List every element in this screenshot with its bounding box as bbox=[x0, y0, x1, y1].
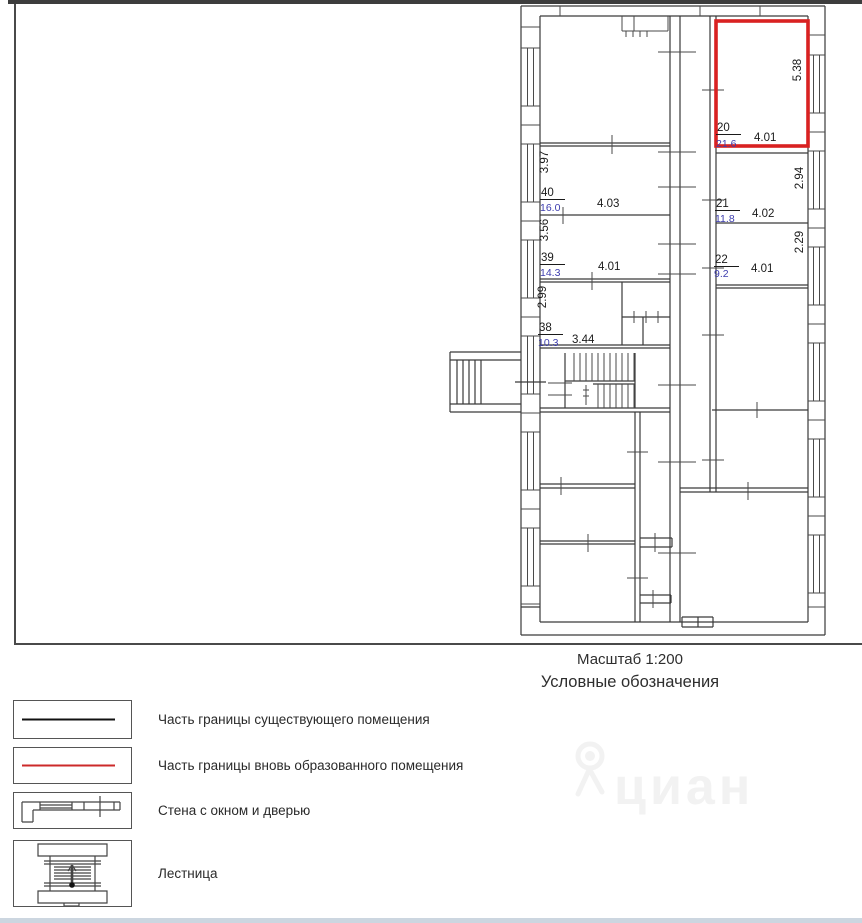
interior-walls bbox=[540, 16, 808, 627]
svg-text:5.38: 5.38 bbox=[792, 58, 804, 82]
svg-text:39: 39 bbox=[541, 252, 554, 264]
legend-symbol-box bbox=[13, 747, 132, 784]
scale-label: Масштаб 1:200 bbox=[577, 651, 683, 668]
legend-item-new-boundary bbox=[13, 747, 463, 784]
svg-text:2.29: 2.29 bbox=[794, 230, 806, 254]
highlighted-room-boundary bbox=[716, 21, 808, 146]
legend-label: Часть границы существующего помещения bbox=[158, 712, 430, 727]
watermark-text: циан bbox=[614, 758, 755, 816]
svg-text:21.6: 21.6 bbox=[716, 138, 737, 150]
legend-label: Стена с окном и дверью bbox=[158, 803, 311, 818]
svg-text:4.03: 4.03 bbox=[597, 198, 620, 210]
cian-watermark bbox=[552, 732, 782, 832]
svg-text:4.01: 4.01 bbox=[751, 263, 774, 275]
svg-text:2.99: 2.99 bbox=[537, 285, 549, 309]
svg-text:3.97: 3.97 bbox=[539, 150, 551, 174]
room-labels bbox=[537, 59, 806, 349]
svg-text:2.94: 2.94 bbox=[794, 166, 806, 190]
legend-label: Лестница bbox=[158, 866, 218, 881]
svg-text:4.02: 4.02 bbox=[752, 208, 775, 220]
svg-text:14.3: 14.3 bbox=[540, 267, 561, 279]
wall-window-door-icon bbox=[14, 793, 131, 828]
legend-symbol-box bbox=[13, 700, 132, 739]
svg-text:3.56: 3.56 bbox=[539, 218, 551, 242]
legend-item-wall-window-door bbox=[13, 792, 310, 829]
svg-text:10.3: 10.3 bbox=[538, 337, 559, 349]
svg-text:11.8: 11.8 bbox=[715, 213, 735, 225]
door-ticks bbox=[548, 52, 757, 608]
svg-text:20: 20 bbox=[717, 122, 730, 134]
legend-symbol-box bbox=[13, 840, 132, 907]
svg-text:4.01: 4.01 bbox=[598, 261, 621, 273]
left-wall-windows bbox=[521, 27, 540, 604]
porch bbox=[450, 352, 546, 412]
legend-symbol-box bbox=[13, 792, 132, 829]
legend-label: Часть границы вновь образованного помещения bbox=[158, 758, 464, 773]
svg-text:38: 38 bbox=[539, 322, 552, 334]
legend-title: Условные обозначения bbox=[540, 673, 720, 691]
svg-text:9.2: 9.2 bbox=[714, 268, 729, 280]
svg-text:21: 21 bbox=[716, 198, 729, 210]
legend-item-stairs bbox=[13, 840, 218, 907]
bottom-edge-bar bbox=[0, 918, 862, 923]
right-wall-windows bbox=[808, 35, 825, 607]
svg-text:16.0: 16.0 bbox=[540, 202, 561, 214]
drawing-frame-bottom bbox=[14, 643, 862, 645]
new-boundary-line-icon bbox=[14, 748, 131, 783]
svg-text:4.01: 4.01 bbox=[754, 132, 777, 144]
stairs-icon bbox=[14, 841, 131, 906]
svg-text:40: 40 bbox=[541, 187, 554, 199]
legend-item-existing-boundary bbox=[13, 700, 430, 739]
svg-text:3.44: 3.44 bbox=[572, 334, 595, 346]
existing-boundary-line-icon bbox=[14, 701, 131, 738]
svg-text:22: 22 bbox=[715, 254, 728, 266]
